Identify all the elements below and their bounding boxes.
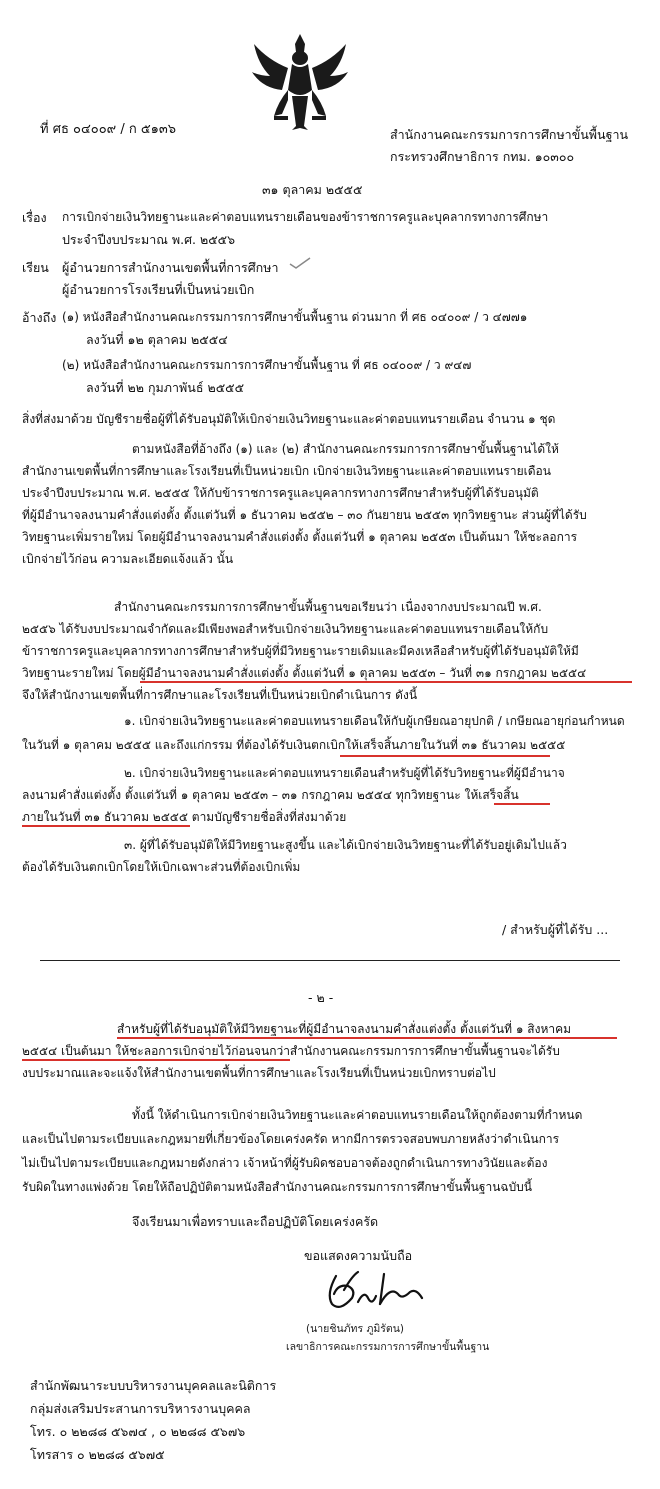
- paragraph-1: [22, 440, 637, 580]
- page2-paragraph-2: [22, 1106, 637, 1202]
- list-item: ๓. ผู้ที่ได้รับอนุมัติให้มีวิทยฐานะสูงขึ้น และได้เบิกจ่ายเงินวิทยฐานะที่ได้รับอยู่เดิมไปแล้ว: [124, 838, 567, 852]
- highlight-underline: [140, 681, 632, 683]
- office-address: กระทรวงศึกษาธิการ กทม. ๑๐๓๐๐: [390, 149, 575, 164]
- ref-1-line-1: (๑) หนังสือสำนักงานคณะกรรมการการศึกษาขั้นพื้นฐาน ด่วนมาก ที่ ศธ ๐๔๐๐๙ / ว ๔๗๗๑: [62, 310, 528, 324]
- highlight-underline: [22, 825, 190, 827]
- text-line: งบประมาณและจะแจ้งให้สำนักงานเขตพื้นที่การศึกษาและโรงเรียนที่เป็นหน่วยเบิกทราบต่อไป: [22, 1066, 496, 1080]
- text-line: ตามหนังสือที่อ้างถึง (๑) และ (๒) สำนักงานคณะกรรมการการศึกษาขั้นพื้นฐานได้ให้: [132, 442, 559, 456]
- regards: ขอแสดงความนับถือ: [304, 1248, 413, 1263]
- signer-title: เลขาธิการคณะกรรมการการศึกษาขั้นพื้นฐาน: [286, 1341, 490, 1353]
- check-mark-icon: [288, 256, 312, 270]
- ref-1-line-2: ลงวันที่ ๑๒ ตุลาคม ๒๕๕๔: [86, 332, 228, 347]
- text-line: ๒๕๕๔ เป็นต้นมา ให้ชะลอการเบิกจ่ายไว้ก่อนจนกว่าสำนักงานคณะกรรมการการศึกษาขั้นพื้นฐานจะได้รับ: [22, 1044, 560, 1058]
- text-line: และเป็นไปตามระเบียบและกฎหมายที่เกี่ยวข้องโดยเคร่งครัด หากมีการตรวจสอบพบภายหลังว่าดำเนินการ: [22, 1132, 560, 1146]
- list-item: ในวันที่ ๑ ตุลาคม ๒๕๕๕ และถึงแก่กรรม ที่ต้องได้รับเงินตกเบิกให้เสร็จสิ้นภายในวันที่ ๓๑ ธันวาคม ๒๕๕๕: [22, 738, 566, 752]
- ref-2-line-1: (๒) หนังสือสำนักงานคณะกรรมการการศึกษาขั้นพื้นฐาน ที่ ศธ ๐๔๐๐๙ / ว ๙๔๗: [62, 358, 472, 372]
- highlight-underline: [117, 1037, 617, 1039]
- text-line: ข้าราชการครูและบุคลากรทางการศึกษาสำหรับผู้ที่มีวิทยฐานะรายเดิมและมีคงเหลือสำหรับผู้ที่ได้รับอนุมัติให้มี: [22, 644, 579, 658]
- list-item: ต้องได้รับเงินตกเบิกโดยให้เบิกเฉพาะส่วนที่ต้องเบิกเพิ่ม: [22, 860, 301, 874]
- list-item: ๒. เบิกจ่ายเงินวิทยฐานะและค่าตอบแทนรายเดือนสำหรับผู้ที่ได้รับวิทยฐานะที่ผู้มีอำนาจ: [124, 766, 565, 780]
- subject-line-1: การเบิกจ่ายเงินวิทยฐานะและค่าตอบแทนรายเดือนของข้าราชการครูและบุคลากรทางการศึกษา: [62, 210, 549, 224]
- text-line: วิทยฐานะรายใหม่ โดยผู้มีอำนาจลงนามคำสั่งแต่งตั้ง ตั้งแต่วันที่ ๑ ตุลาคม ๒๕๕๓ – วันที่ ๓๑ กรกฎาคม ๒๕๕๔: [22, 666, 587, 680]
- salutation-label: เรียน: [22, 260, 49, 275]
- list-item: ภายในวันที่ ๓๑ ธันวาคม ๒๕๕๕ ตามบัญชีรายชื่อสิ่งที่ส่งมาด้วย: [22, 810, 347, 824]
- garuda-emblem: [248, 30, 352, 134]
- handwritten-signature: [318, 1268, 428, 1320]
- recipient-line-1: ผู้อำนวยการสำนักงานเขตพื้นที่การศึกษา: [62, 260, 279, 275]
- numbered-items: [22, 712, 637, 874]
- text-line: ๒๕๕๖ ได้รับงบประมาณจำกัดและมีเพียงพอสำหรับเบิกจ่ายเงินวิทยฐานะและค่าตอบแทนรายเดือนให้กับ: [22, 622, 549, 636]
- enclosure-line: สิ่งที่ส่งมาด้วย บัญชีรายชื่อผู้ที่ได้รับอนุมัติให้เบิกจ่ายเงินวิทยฐานะและค่าตอบแทนรายเดือน จำนวน ๑ ชุด: [22, 412, 556, 426]
- page-number: - ๒ -: [308, 990, 334, 1005]
- text-line: วิทยฐานะเพิ่มรายใหม่ โดยผู้มีอำนาจลงนามคำสั่งแต่งตั้ง ตั้งแต่วันที่ ๑ ตุลาคม ๒๕๕๓ เป็นต้นมา ให้ชะลอการ: [22, 530, 578, 544]
- highlight-underline: [340, 755, 550, 757]
- refs-label: อ้างถึง: [22, 310, 57, 325]
- text-line: รับผิดในทางแพ่งด้วย โดยให้ถือปฏิบัติตามหนังสือสำนักงานคณะกรรมการการศึกษาขั้นพื้นฐานฉบับนี้: [22, 1180, 533, 1194]
- text-line: ทั้งนี้ ให้ดำเนินการเบิกจ่ายเงินวิทยฐานะและค่าตอบแทนรายเดือนให้ถูกต้องตามที่กำหนด: [132, 1108, 583, 1122]
- text-line: ประจำปีงบประมาณ พ.ศ. ๒๕๕๕ ให้กับข้าราชการครูและบุคลากรทางการศึกษาสำหรับผู้ที่ได้รับอนุมัติ: [22, 486, 539, 500]
- continued-note: / สำหรับผู้ที่ได้รับ ...: [502, 922, 609, 937]
- recipient-line-2: ผู้อำนวยการโรงเรียนที่เป็นหน่วยเบิก: [62, 282, 255, 297]
- text-line: เบิกจ่ายไว้ก่อน ความละเอียดแจ้งแล้ว นั้น: [22, 552, 234, 566]
- list-item: ๑. เบิกจ่ายเงินวิทยฐานะและค่าตอบแทนรายเดือนให้กับผู้เกษียณอายุปกติ / เกษียณอายุก่อนกำหนด: [124, 714, 625, 728]
- text-line: ไม่เป็นไปตามระเบียบและกฎหมายดังกล่าว เจ้าหน้าที่ผู้รับผิดชอบอาจต้องถูกดำเนินการทางวินัยและต้อง: [22, 1156, 548, 1170]
- highlight-underline: [22, 1059, 290, 1061]
- list-item: ลงนามคำสั่งแต่งตั้ง ตั้งแต่วันที่ ๑ ตุลาคม ๒๕๕๓ – ๓๑ กรกฎาคม ๒๕๕๔ ทุกวิทยฐานะ ให้เสร็จสิ้น: [22, 788, 519, 802]
- signer-name: (นายชินภัทร ภูมิรัตน): [306, 1323, 405, 1335]
- reference-number: ที่ ศธ ๐๔๐๐๙ / ก ๕๑๓๖: [40, 122, 177, 137]
- highlight-underline: [494, 803, 550, 805]
- text-line: สำหรับผู้ที่ได้รับอนุมัติให้มีวิทยฐานะที่ผู้มีอำนาจลงนามคำสั่งแต่งตั้ง ตั้งแต่วันที่ ๑ สิงหาคม: [117, 1022, 572, 1036]
- subject-label: เรื่อง: [22, 210, 47, 225]
- text-line: จึงให้สำนักงานเขตพื้นที่การศึกษาและโรงเรียนที่เป็นหน่วยเบิกดำเนินการ ดังนี้: [22, 688, 418, 702]
- footer-office: สำนักพัฒนาระบบบริหารงานบุคคลและนิติการ: [30, 1378, 277, 1393]
- page-divider: [40, 960, 620, 961]
- footer-fax: โทรสาร ๐ ๒๒๘๘ ๕๖๗๕: [30, 1447, 165, 1462]
- office-name: สำนักงานคณะกรรมการการศึกษาขั้นพื้นฐาน: [390, 127, 629, 142]
- subject-line-2: ประจำปีงบประมาณ พ.ศ. ๒๕๕๖: [62, 232, 236, 247]
- paragraph-2: [22, 598, 637, 708]
- closing-line: จึงเรียนมาเพื่อทราบและถือปฏิบัติโดยเคร่งครัด: [132, 1214, 379, 1229]
- letter-date: ๓๑ ตุลาคม ๒๕๕๕: [262, 182, 363, 197]
- text-line: ที่ผู้มีอำนาจลงนามคำสั่งแต่งตั้ง ตั้งแต่วันที่ ๑ ธันวาคม ๒๕๕๒ – ๓๐ กันยายน ๒๕๕๓ ทุกวิทยฐานะ ส่วนผู้ที่ได้รับ: [22, 508, 587, 522]
- text-line: สำนักงานเขตพื้นที่การศึกษาและโรงเรียนที่เป็นหน่วยเบิก เบิกจ่ายเงินวิทยฐานะและค่าตอบแทนรายเดือน: [22, 464, 551, 478]
- footer-phone: โทร. ๐ ๒๒๘๘ ๕๖๗๔ , ๐ ๒๒๘๘ ๕๖๗๖: [30, 1424, 246, 1439]
- text-line: สำนักงานคณะกรรมการการศึกษาขั้นพื้นฐานขอเรียนว่า เนื่องจากงบประมาณปี พ.ศ.: [114, 600, 542, 614]
- footer-group: กลุ่มส่งเสริมประสานการบริหารงานบุคคล: [30, 1401, 251, 1416]
- page2-paragraph-1: [22, 1020, 637, 1090]
- ref-2-line-2: ลงวันที่ ๒๒ กุมภาพันธ์ ๒๕๕๕: [86, 380, 245, 395]
